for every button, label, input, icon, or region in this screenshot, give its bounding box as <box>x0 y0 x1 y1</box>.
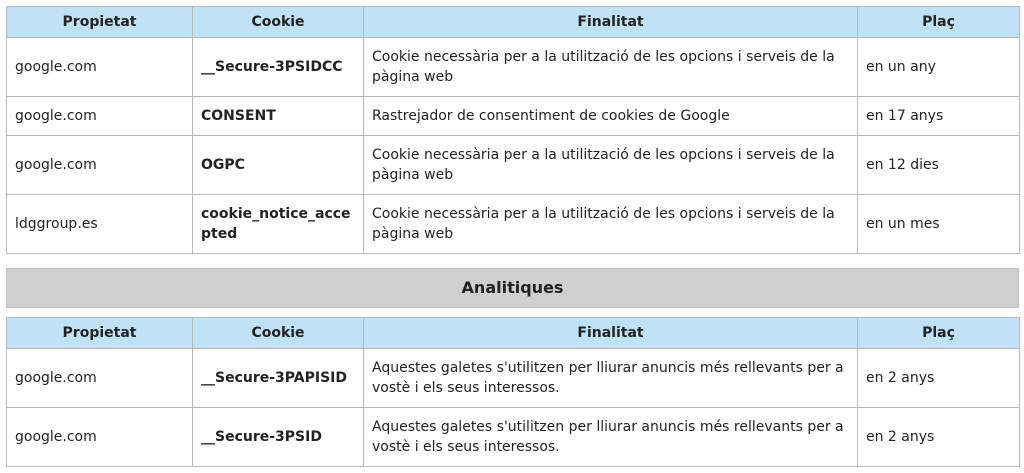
cell-finalitat: Rastrejador de consentiment de cookies de Google <box>364 97 858 136</box>
cell-finalitat: Cookie necessària per a la utilització de les opcions i serveis de la pàgina web <box>364 136 858 195</box>
header-finalitat: Finalitat <box>364 7 858 38</box>
table-header-row <box>7 318 1020 349</box>
cell-propietat: ldggroup.es <box>7 195 193 254</box>
cell-propietat: google.com <box>7 408 193 467</box>
cell-finalitat: Cookie necessària per a la utilització de les opcions i serveis de la pàgina web <box>364 38 858 97</box>
table-row <box>7 349 1020 408</box>
cell-plac: en 17 anys <box>858 97 1020 136</box>
header-propietat: Propietat <box>7 7 193 38</box>
cell-propietat: google.com <box>7 38 193 97</box>
cell-plac: en un any <box>858 38 1020 97</box>
cell-propietat: google.com <box>7 97 193 136</box>
header-plac: Plaç <box>858 318 1020 349</box>
cell-cookie: cookie_notice_accepted <box>193 195 364 254</box>
cell-propietat: google.com <box>7 349 193 408</box>
table-row <box>7 97 1020 136</box>
cookies-table-necessary <box>6 6 1020 254</box>
table-row <box>7 195 1020 254</box>
cell-cookie: OGPC <box>193 136 364 195</box>
table-row <box>7 38 1020 97</box>
cell-finalitat: Aquestes galetes s'utilitzen per lliurar anuncis més rellevants per a vostè i els seus interessos. <box>364 408 858 467</box>
header-cookie: Cookie <box>193 7 364 38</box>
cookies-table-analytics <box>6 317 1020 467</box>
cell-cookie: __Secure-3PSIDCC <box>193 38 364 97</box>
cell-finalitat: Aquestes galetes s'utilitzen per lliurar anuncis més rellevants per a vostè i els seus interessos. <box>364 349 858 408</box>
table-header-row <box>7 7 1020 38</box>
cell-cookie: __Secure-3PAPISID <box>193 349 364 408</box>
cell-plac: en 2 anys <box>858 349 1020 408</box>
cell-propietat: google.com <box>7 136 193 195</box>
cell-plac: en un mes <box>858 195 1020 254</box>
header-propietat: Propietat <box>7 318 193 349</box>
header-plac: Plaç <box>858 7 1020 38</box>
table-row <box>7 408 1020 467</box>
cell-plac: en 12 dies <box>858 136 1020 195</box>
section-title-analitiques: Analitiques <box>6 268 1019 308</box>
cell-cookie: CONSENT <box>193 97 364 136</box>
header-finalitat: Finalitat <box>364 318 858 349</box>
cell-cookie: __Secure-3PSID <box>193 408 364 467</box>
header-cookie: Cookie <box>193 318 364 349</box>
cell-plac: en 2 anys <box>858 408 1020 467</box>
table-row <box>7 136 1020 195</box>
cell-finalitat: Cookie necessària per a la utilització de les opcions i serveis de la pàgina web <box>364 195 858 254</box>
